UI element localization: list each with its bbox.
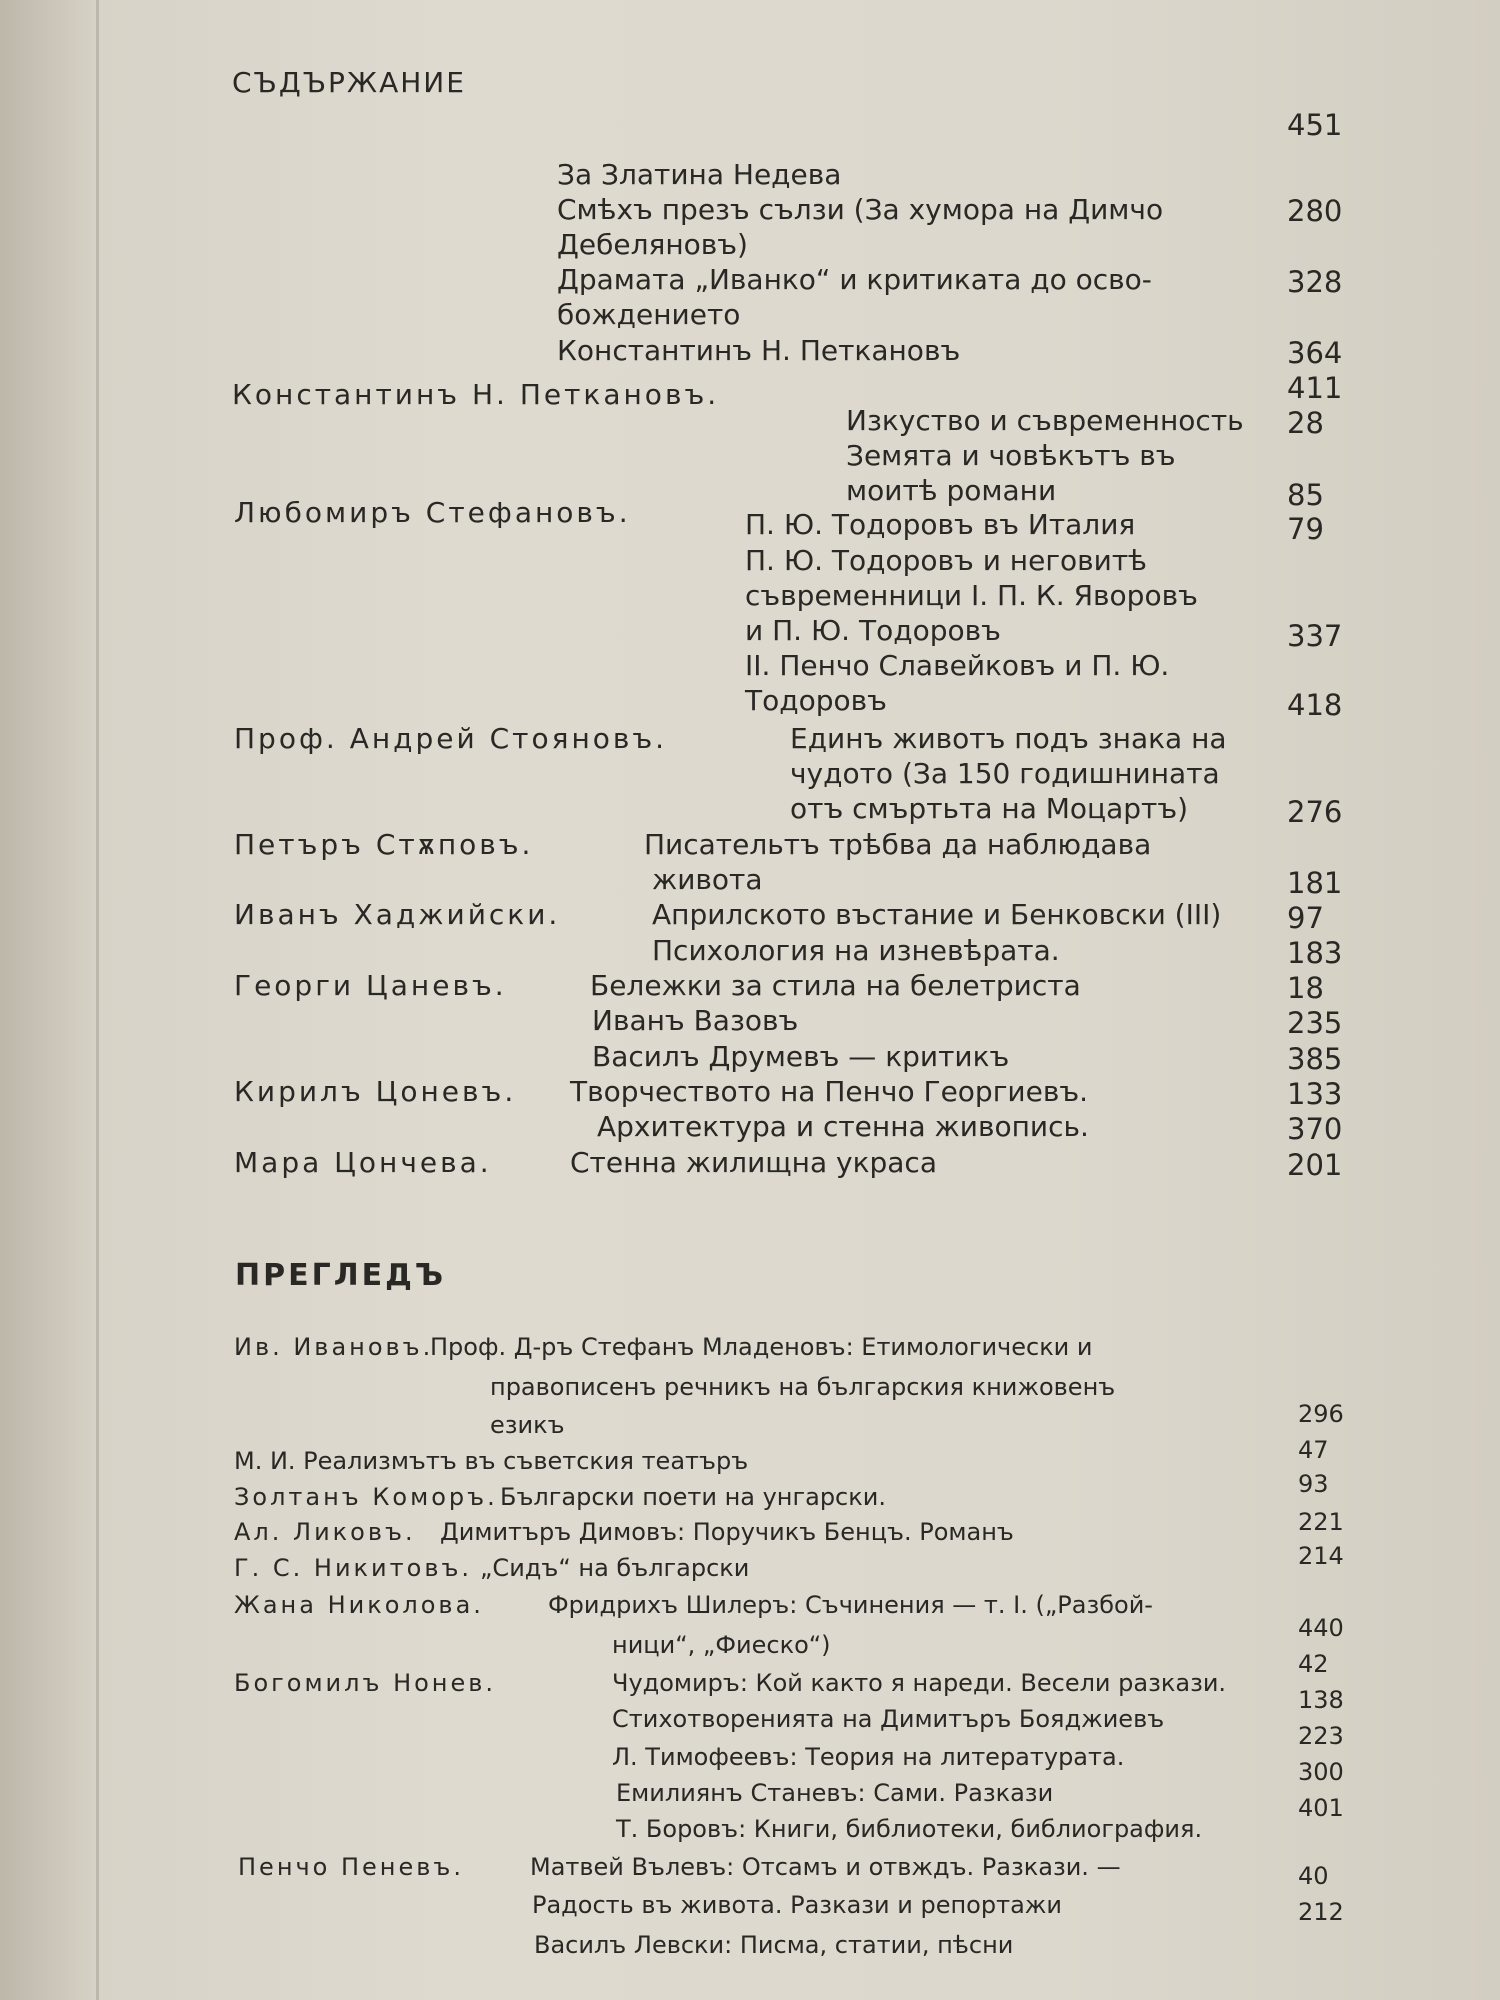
entry-title: съвременници I. П. К. Яворовъ <box>745 579 1198 612</box>
entry-title: правописенъ речникъ на българския книжовенъ <box>490 1373 1116 1401</box>
author-name: Жана Николова. <box>234 1591 484 1619</box>
entry-page-number: 79 <box>1287 512 1324 546</box>
entry-title: Чудомиръ: Кой както я нареди. Весели разкази. <box>612 1669 1227 1697</box>
author-name: Петъръ Стѫповъ. <box>234 828 534 861</box>
entry-page-number: 201 <box>1287 1148 1343 1182</box>
author-name: Иванъ Хаджийски. <box>234 898 561 931</box>
author-name: Пенчо Пеневъ. <box>238 1853 464 1881</box>
entry-title: Стенна жилищна украса <box>570 1146 937 1179</box>
entry-title: За Златина Недева <box>557 158 842 191</box>
entry-title: Радость въ живота. Разкази и репортажи <box>532 1891 1063 1919</box>
entry-page-number: 138 <box>1298 1686 1344 1714</box>
entry-title: Фридрихъ Шилеръ: Съчинения — т. I. („Разбой- <box>548 1591 1153 1619</box>
entry-page-number: 328 <box>1287 265 1343 299</box>
entry-page-number: 97 <box>1287 901 1324 935</box>
entry-page-number: 418 <box>1287 688 1343 722</box>
entry-page-number: 411 <box>1287 371 1343 405</box>
entry-page-number: 440 <box>1298 1614 1344 1642</box>
entry-title: моитѣ романи <box>846 474 1057 507</box>
page-number: 451 <box>1287 108 1343 142</box>
entry-title: бождението <box>557 298 741 331</box>
entry-title: Дебеляновъ) <box>557 228 748 261</box>
author-name: Г. С. Никитовъ. <box>234 1554 473 1582</box>
entry-title: ници“, „Фиеско“) <box>612 1631 831 1659</box>
entry-title: Писательтъ трѣбва да наблюдава <box>644 828 1152 861</box>
entry-page-number: 42 <box>1298 1650 1329 1678</box>
entry-title: Смѣхъ презъ сълзи (За хумора на Димчо <box>557 193 1164 226</box>
entry-title: и П. Ю. Тодоровъ <box>745 614 1001 647</box>
entry-page-number: 370 <box>1287 1112 1343 1146</box>
author-name: Константинъ Н. Петкановъ. <box>232 378 720 411</box>
entry-page-number: 276 <box>1287 795 1343 829</box>
entry-title: Драмата „Иванко“ и критиката до осво- <box>557 263 1152 296</box>
entry-title: Т. Боровъ: Книги, библиотеки, библиография. <box>616 1815 1203 1843</box>
entry-title: Иванъ Вазовъ <box>592 1004 799 1037</box>
entry-page-number: 214 <box>1298 1542 1344 1570</box>
entry-title: Априлското въстание и Бенковски (III) <box>652 898 1222 931</box>
entry-title: Единъ животъ подъ знака на <box>790 722 1227 755</box>
author-name: Золтанъ Коморъ. <box>234 1483 498 1511</box>
entry-title: Земята и човѣкътъ въ <box>846 439 1176 472</box>
entry-title: Василъ Левски: Писма, статии, пѣсни <box>534 1931 1014 1959</box>
entry-page-number: 385 <box>1287 1042 1343 1076</box>
section-heading: ПРЕГЛЕДЪ <box>235 1258 447 1293</box>
author-name: Богомилъ Нонев. <box>234 1669 497 1697</box>
entry-page-number: 18 <box>1287 971 1324 1005</box>
entry-title: Матвей Вълевъ: Отсамъ и отвждъ. Разкази. — <box>530 1853 1121 1881</box>
author-name: Мара Цончева. <box>234 1146 492 1179</box>
entry-page-number: 85 <box>1287 478 1324 512</box>
entry-page-number: 235 <box>1287 1006 1343 1040</box>
entry-title: Психология на изневѣрата. <box>652 934 1060 967</box>
entry-title: Бележки за стила на белетриста <box>590 969 1081 1002</box>
entry-page-number: 212 <box>1298 1898 1344 1926</box>
entry-title: отъ смъртьта на Моцартъ) <box>790 792 1189 825</box>
entry-page-number: 364 <box>1287 336 1343 370</box>
entry-title: Творчеството на Пенчо Георгиевъ. <box>570 1075 1089 1108</box>
entry-title: чудото (За 150 годишнината <box>790 757 1220 790</box>
entry-title: Л. Тимофеевъ: Теория на литературата. <box>612 1743 1125 1771</box>
entry-title: Архитектура и стенна живопись. <box>597 1110 1089 1143</box>
entry-page-number: 47 <box>1298 1436 1329 1464</box>
entry-title: П. Ю. Тодоровъ въ Италия <box>745 508 1136 541</box>
entry-title: Стихотворенията на Димитъръ Бояджиевъ <box>612 1705 1165 1733</box>
entry-page-number: 296 <box>1298 1400 1344 1428</box>
entry-title: живота <box>652 863 763 896</box>
entry-title: М. И. Реализмътъ въ съветския театъръ <box>234 1447 749 1475</box>
entry-page-number: 401 <box>1298 1794 1344 1822</box>
entry-page-number: 280 <box>1287 194 1343 228</box>
entry-page-number: 93 <box>1298 1470 1329 1498</box>
entry-page-number: 133 <box>1287 1077 1343 1111</box>
entry-page-number: 337 <box>1287 619 1343 653</box>
entry-page-number: 40 <box>1298 1862 1329 1890</box>
entry-page-number: 223 <box>1298 1722 1344 1750</box>
entry-title: Проф. Д-ръ Стефанъ Младеновъ: Етимологически и <box>430 1333 1093 1361</box>
entry-title: езикъ <box>490 1411 565 1439</box>
entry-page-number: 181 <box>1287 866 1343 900</box>
entry-title: Димитъръ Димовъ: Поручикъ Бенцъ. Романъ <box>440 1518 1014 1546</box>
entry-title: Емилиянъ Станевъ: Сами. Разкази <box>616 1779 1054 1807</box>
entry-title: Василъ Друмевъ — критикъ <box>592 1040 1010 1073</box>
author-name: Георги Цаневъ. <box>234 969 507 1002</box>
author-name: Кирилъ Цоневъ. <box>234 1075 517 1108</box>
entry-title: Изкуство и съвременность <box>846 404 1244 437</box>
entry-page-number: 300 <box>1298 1758 1344 1786</box>
author-name: Проф. Андрей Стояновъ. <box>234 722 668 755</box>
author-name: Любомиръ Стефановъ. <box>234 496 631 529</box>
running-head: СЪДЪРЖАНИЕ <box>232 66 466 99</box>
author-name: Ив. Ивановъ. <box>234 1333 434 1361</box>
entry-title: „Сидъ“ на български <box>480 1554 750 1582</box>
entry-title: II. Пенчо Славейковъ и П. Ю. <box>745 649 1170 682</box>
entry-title: Български поети на унгарски. <box>500 1483 886 1511</box>
entry-page-number: 183 <box>1287 936 1343 970</box>
author-name: Ал. Ликовъ. <box>234 1518 416 1546</box>
entry-title: П. Ю. Тодоровъ и неговитѣ <box>745 544 1147 577</box>
entry-page-number: 28 <box>1287 406 1324 440</box>
entry-title: Тодоровъ <box>745 684 887 717</box>
entry-title: Константинъ Н. Петкановъ <box>557 334 961 367</box>
entry-page-number: 221 <box>1298 1508 1344 1536</box>
